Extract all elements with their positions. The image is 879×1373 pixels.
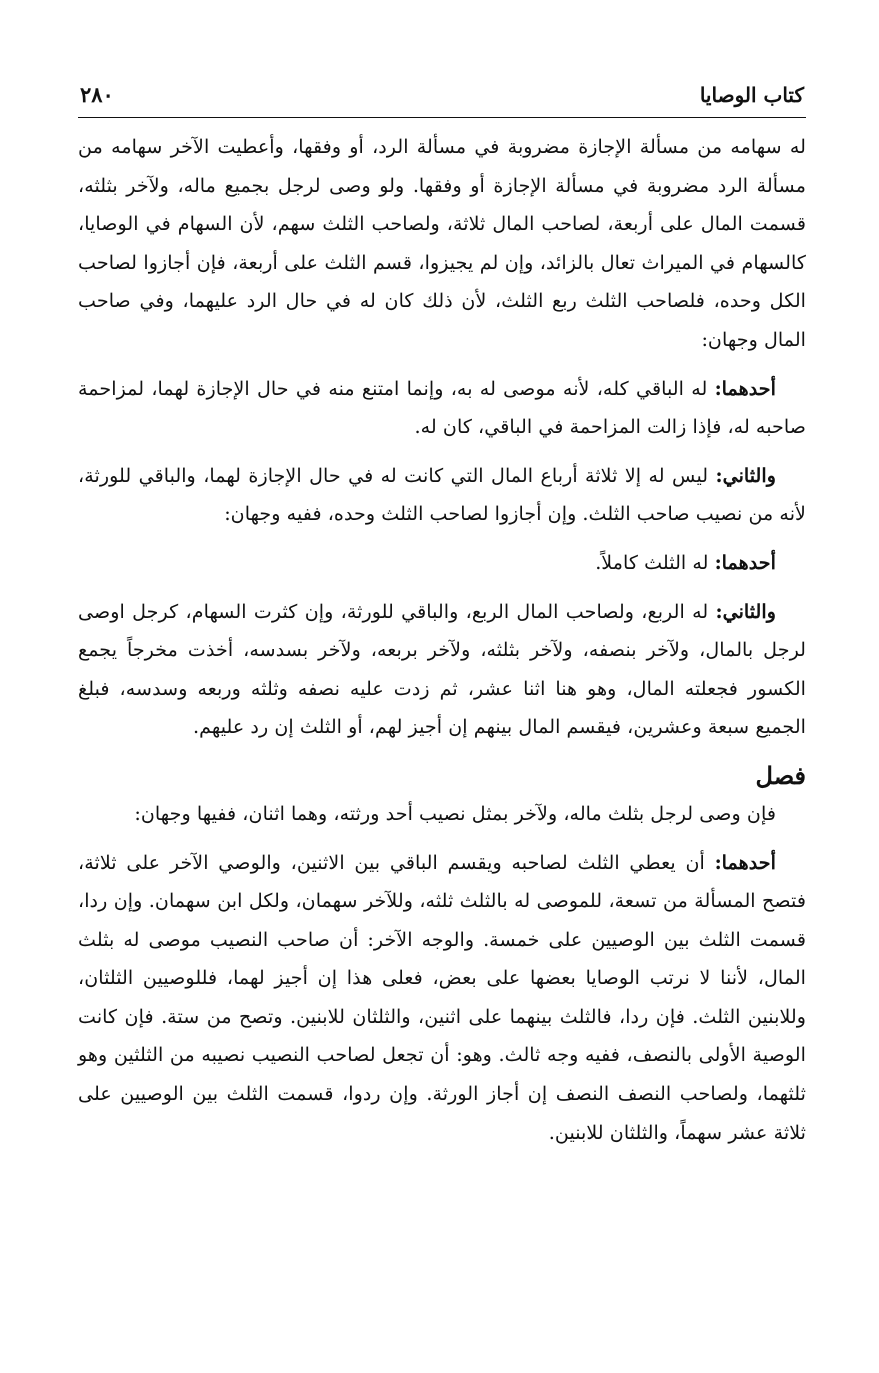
paragraph-7-text: أن يعطي الثلث لصاحبه ويقسم الباقي بين الاثنين، والوصي الآخر على ثلاثة، فتصح المسألة من تسعة، للموصى له بالثلث ثلثه، وللآخر سهمان، ولكل ابن سهمان. وإن ردا، قسمت الثلث بين الوصيين على خمسة. والوجه الآخر: أن صاحب النصيب موصى له بثلث المال، لأننا لا نرتب الوصايا بعضها على بعض، فعلى هذا إن أجيز لهما، فللوصيين الثلثان، وللابنين الثلث. فإن ردا، فالثلث بينهما على اثنين، والثلثان للابنين. وتصح من ستة. فإن كانت الوصية الأولى بالنصف، ففيه وجه ثالث. وهو: أن تجعل لصاحب النصيب نصيبه من الثلثين وهو ثلثهما، ولصاحب النصف النصف إن أجاز الورثة. وإن ردوا، قسمت الثلث بين الوصيين على ثلاثة عشر سهماً، والثلثان للابنين. [78,850,806,1144]
paragraph-3-lead: والثاني: [715,463,776,487]
running-title: كتاب الوصايا [699,83,804,107]
paragraph-4-text: له الثلث كاملاً. [595,550,715,574]
paragraph-3-text: ليس له إلا ثلاثة أرباع المال التي كانت له في حال الإجازة لهما، والباقي للورثة، لأنه من نصيب صاحب الثلث. وإن أجازوا لصاحب الثلث وحده، ففيه وجهان: [78,463,806,526]
paragraph-1: له سهامه من مسألة الإجازة مضروبة في مسألة الرد، أو وفقها، وأعطيت الآخر سهامه من مسألة الرد مضروبة في مسألة الإجازة أو وفقها. ولو وصى لرجل بجميع ماله، ولآخر بثلثه، قسمت المال على أربعة، لصاحب المال ثلاثة، ولصاحب الثلث سهم، لأن السهام في الوصايا، كالسهام في الميراث تعال بالزائد، وإن لم يجيزوا، قسم الثلث على أربعة، فإن أجازوا لصاحب الكل وحده، فلصاحب الثلث ربع الثلث، لأن ذلك كان له في حال الرد عليهما، وفي صاحب المال وجهان: [78,135,806,351]
paragraph-5-text: له الربع، ولصاحب المال الربع، والباقي للورثة، وإن كثرت السهام، كرجل اوصى لرجل بالمال، ولآخر بنصفه، ولآخر بثلثه، ولآخر بربعه، ولآخر بسدسه، أخذت مخرجاً يجمع الكسور فجعلته المال، وهو هنا اثنا عشر، ثم زدت عليه نصفه وثلثه وربعه وسدسه، فبلغ الجميع سبعة وعشرين، فيقسم المال بينهم إن أجيز لهم، أو الثلث إن رد عليهم. [78,599,806,739]
paragraph-5-lead: والثاني: [715,599,776,623]
paragraph-4 [78,544,806,583]
running-header [78,82,806,118]
paragraph-2-text: له الباقي كله، لأنه موصى له به، وإنما امتنع منه في حال الإجازة لهما، لمزاحمة صاحبه له، فإذا زالت المزاحمة في الباقي، كان له. [78,376,806,439]
page-number: ٢٨٠ [80,82,114,107]
paragraph-2 [78,370,806,447]
paragraph-4-lead: أحدهما: [714,550,776,574]
section-heading: فصل [755,760,806,790]
paragraph-2-lead: أحدهما: [714,376,776,400]
paragraph-7-lead: أحدهما: [714,850,776,874]
paragraph-5 [78,593,806,747]
paragraph-3 [78,457,806,534]
paragraph-6: فإن وصى لرجل بثلث ماله، ولآخر بمثل نصيب أحد ورثته، وهما اثنان، ففيها وجهان: [134,801,776,825]
paragraph-7 [78,844,806,1153]
book-page [78,82,806,1152]
body-text [78,128,806,1152]
